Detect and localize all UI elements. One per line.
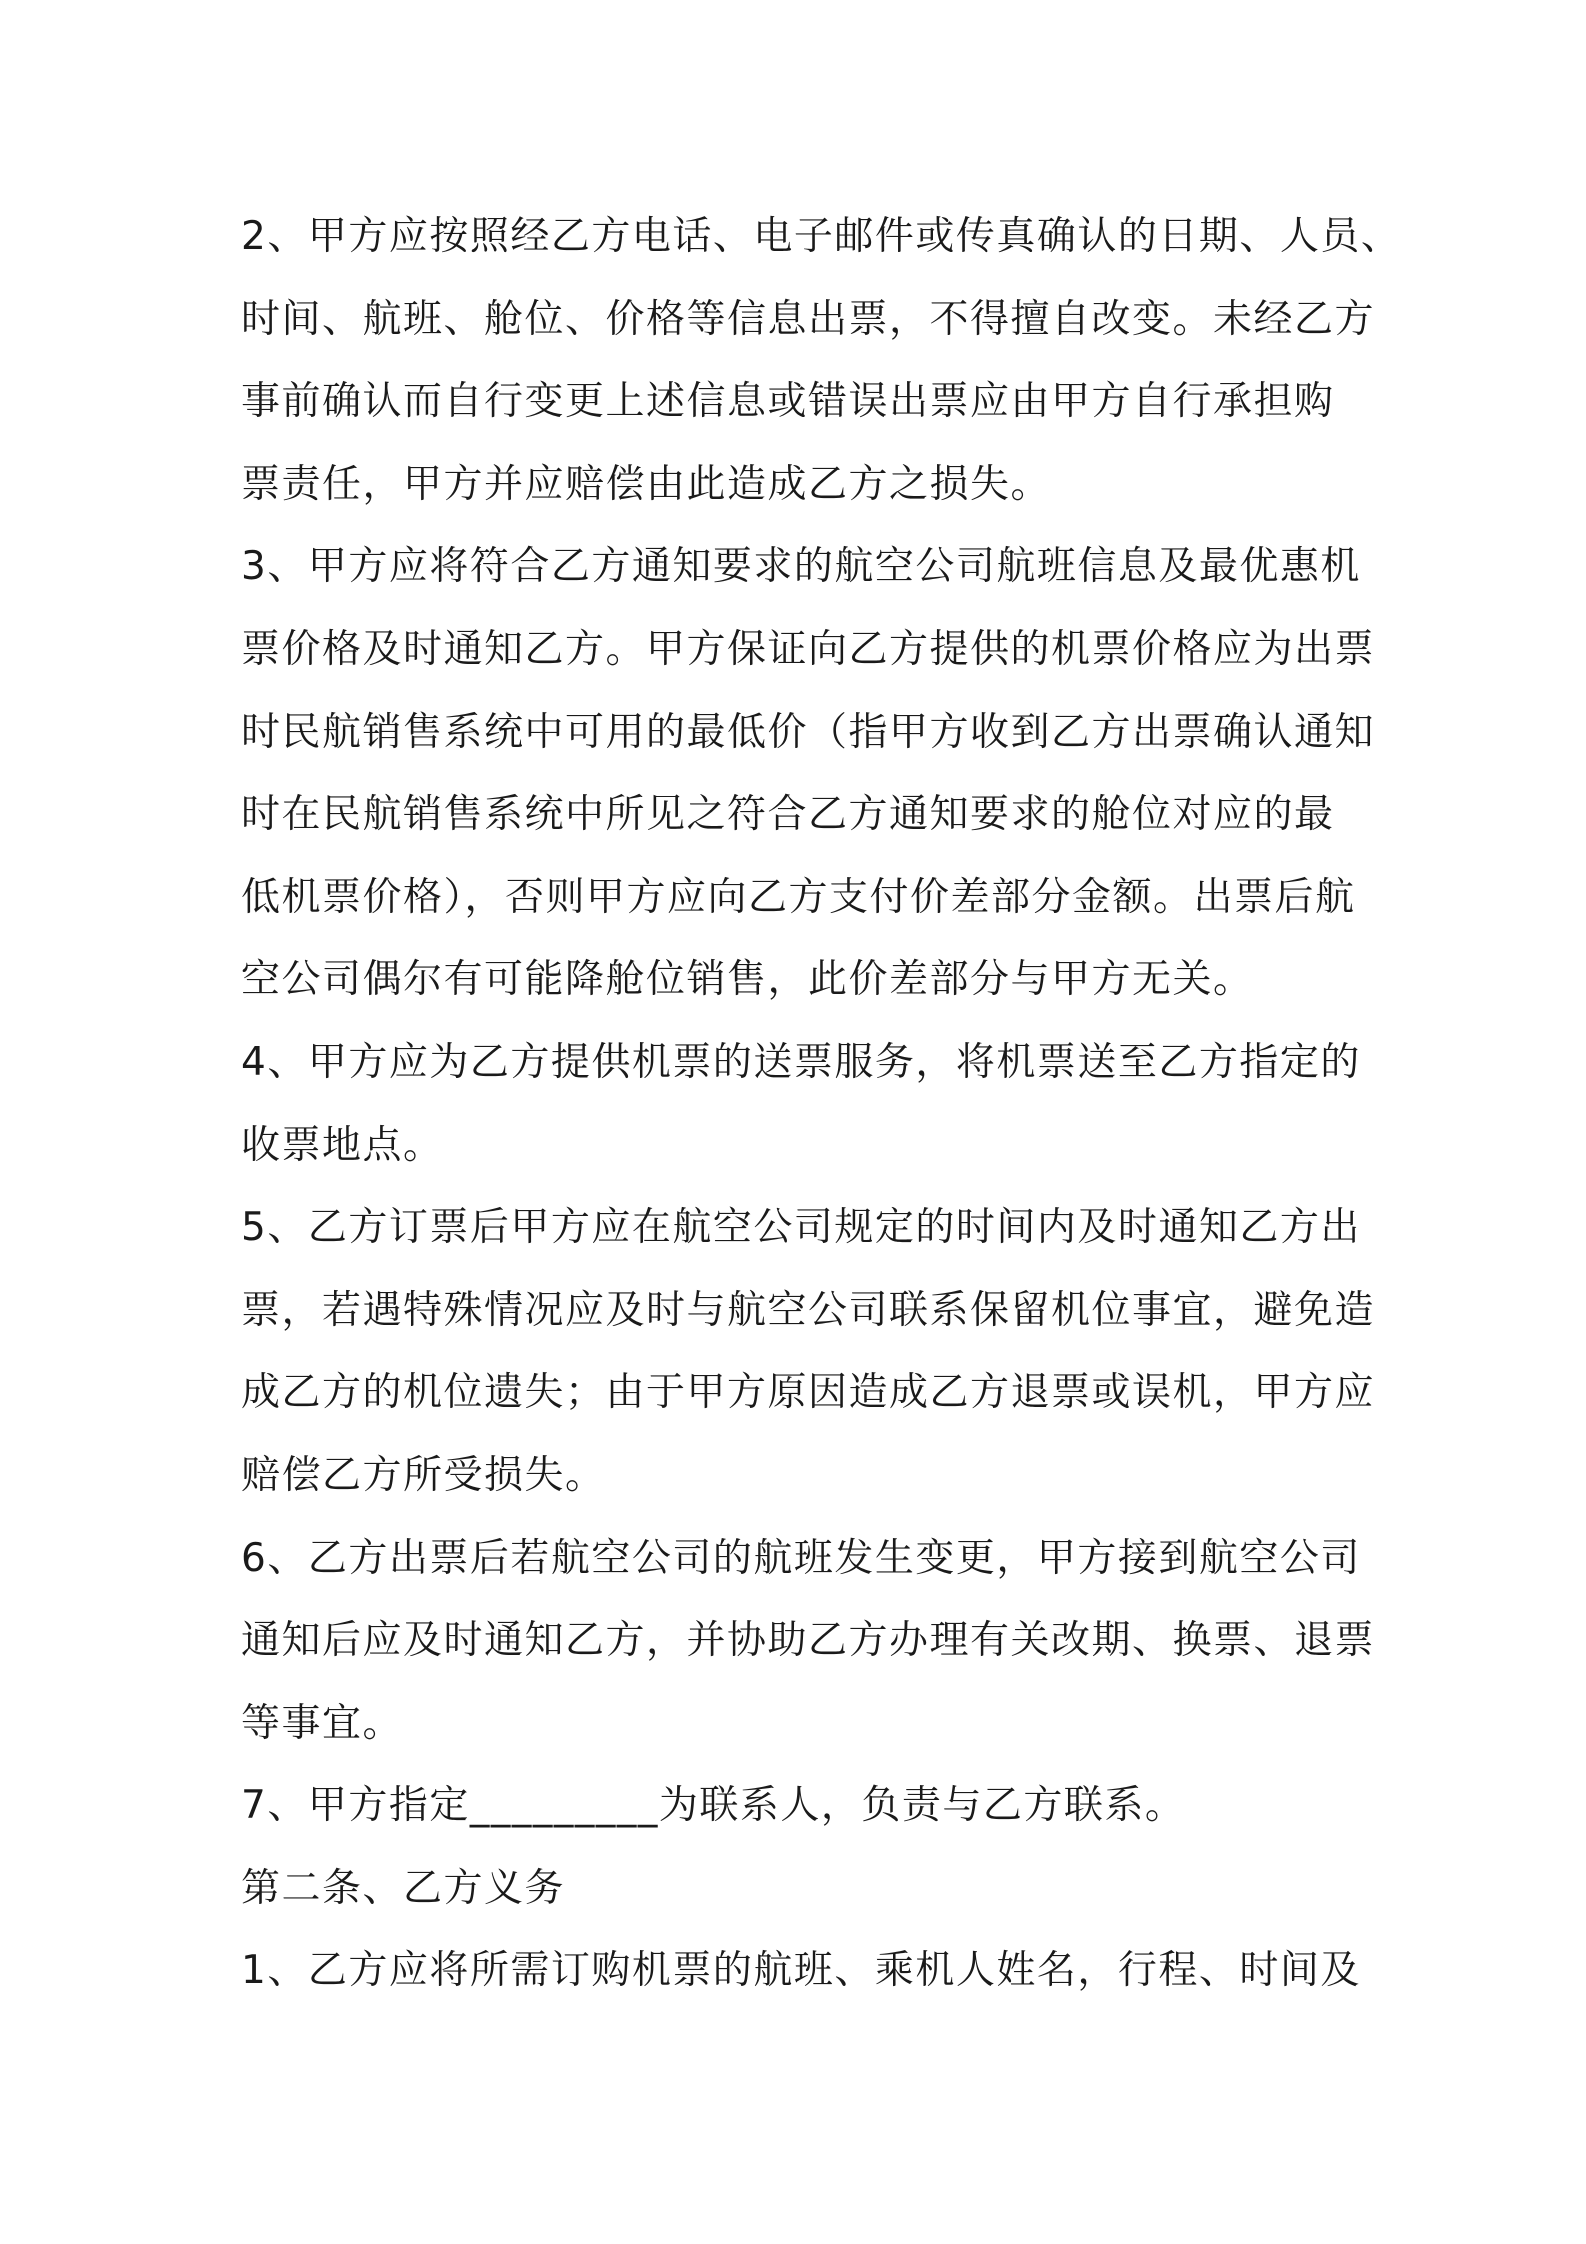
document-body — [241, 196, 1402, 2013]
text-line: 时民航销售系统中可用的最低价（指甲方收到乙方出票确认通知 — [241, 709, 1376, 755]
text-line: 4、甲方应为乙方提供机票的送票服务，将机票送至乙方指定的 — [241, 1039, 1361, 1085]
clause-7-paragraph — [241, 1765, 1365, 1848]
text-line: 票价格及时通知乙方。甲方保证向乙方提供的机票价格应为出票 — [241, 626, 1376, 672]
text-line: 收票地点。 — [241, 1122, 444, 1168]
clause-4-paragraph — [241, 1022, 1365, 1187]
clause-3-paragraph — [241, 526, 1376, 1022]
text-line: 时间、航班、舱位、价格等信息出票，不得擅自改变。未经乙方 — [241, 296, 1376, 342]
text-line: 低机票价格），否则甲方应向乙方支付价差部分金额。出票后航 — [241, 874, 1356, 920]
text-line: 票责任，甲方并应赔偿由此造成乙方之损失。 — [241, 461, 1052, 507]
text-line: 7、甲方指定_________为联系人，负责与乙方联系。 — [241, 1783, 1186, 1829]
section-heading: 第二条、乙方义务 — [241, 1865, 566, 1911]
text-line: 6、乙方出票后若航空公司的航班发生变更，甲方接到航空公司 — [241, 1535, 1361, 1581]
text-line: 2、甲方应按照经乙方电话、电子邮件或传真确认的日期、人员、 — [241, 214, 1402, 259]
text-line: 1、乙方应将所需订购机票的航班、乘机人姓名，行程、时间及 — [241, 1948, 1361, 1994]
clause-6-paragraph — [241, 1518, 1376, 1766]
text-line: 5、乙方订票后甲方应在航空公司规定的时间内及时通知乙方出 — [241, 1205, 1361, 1251]
clause-5-paragraph — [241, 1187, 1376, 1517]
text-line: 3、甲方应将符合乙方通知要求的航空公司航班信息及最优惠机 — [241, 544, 1361, 590]
text-line: 通知后应及时通知乙方，并协助乙方办理有关改期、换票、退票 — [241, 1618, 1376, 1664]
text-line: 事前确认而自行变更上述信息或错误出票应由甲方自行承担购 — [241, 379, 1335, 425]
text-line: 赔偿乙方所受损失。 — [241, 1452, 606, 1498]
section-heading-article-2 — [241, 1848, 1365, 1931]
text-line: 时在民航销售系统中所见之符合乙方通知要求的舱位对应的最 — [241, 792, 1335, 838]
text-line: 成乙方的机位遗失；由于甲方原因造成乙方退票或误机，甲方应 — [241, 1370, 1376, 1416]
text-line: 空公司偶尔有可能降舱位销售，此价差部分与甲方无关。 — [241, 957, 1254, 1003]
article-2-clause-1-paragraph — [241, 1930, 1365, 2013]
clause-2-paragraph — [241, 196, 1402, 526]
text-line: 票，若遇特殊情况应及时与航空公司联系保留机位事宜，避免造 — [241, 1287, 1376, 1333]
text-line: 等事宜。 — [241, 1700, 404, 1746]
